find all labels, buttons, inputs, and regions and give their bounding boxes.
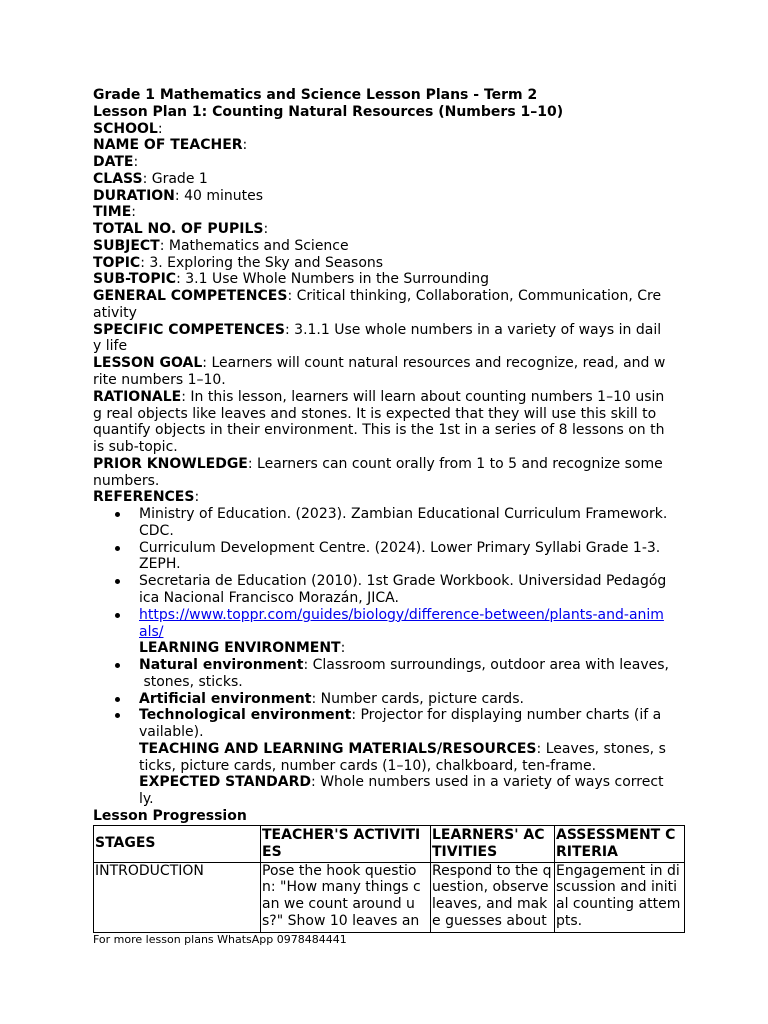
sub-topic-field — [93, 271, 693, 288]
cell-text: n: "How many things c — [262, 879, 421, 896]
prior-knowledge-text: : Learners can count orally from 1 to 5 and recognize some — [247, 455, 663, 472]
prior-knowledge-label: PRIOR KNOWLEDGE — [93, 455, 248, 472]
sub-topic-label: SUB-TOPIC — [93, 271, 177, 288]
environment-item-label: Technological environment — [139, 707, 352, 724]
specific-competences-text: : 3.1.1 Use whole numbers in a variety of ways in dail — [285, 321, 662, 338]
materials-text-continued: ticks, picture cards, number cards (1–10), chalkboard, ten-frame. — [139, 757, 597, 774]
materials-text: : Leaves, stones, s — [536, 740, 666, 757]
lesson-goal-text-continued: rite numbers 1–10. — [93, 372, 226, 389]
expected-standard-text-continued: ly. — [139, 791, 154, 808]
environment-item-text: : Number cards, picture cards. — [311, 690, 524, 707]
column-header-text: STAGES — [95, 835, 156, 852]
cell-text: s?" Show 10 leaves an — [262, 912, 420, 929]
environment-item-label: Artificial environment — [139, 690, 312, 707]
stage-cell — [94, 862, 261, 932]
reference-item — [93, 506, 693, 540]
rationale-line — [93, 389, 693, 406]
footer-note: For more lesson plans WhatsApp 0978484441 — [93, 932, 347, 946]
duration-label: DURATION — [93, 187, 175, 204]
expected-standard-label: EXPECTED STANDARD — [139, 774, 312, 791]
lesson-progression-table — [93, 825, 685, 933]
learning-environment-colon: : — [340, 640, 346, 657]
expected-standard-line — [139, 774, 693, 791]
lesson-goal-label: LESSON GOAL — [93, 355, 203, 372]
column-header-text: LEARNERS' AC — [432, 826, 545, 843]
topic-label: TOPIC — [93, 254, 141, 271]
lesson-title: Lesson Plan 1: Counting Natural Resources (Numbers 1–10) — [93, 103, 564, 120]
general-competences-line — [93, 288, 693, 305]
column-header-text: ES — [262, 843, 282, 860]
reference-link[interactable] — [139, 607, 693, 641]
cell-text: INTRODUCTION — [95, 862, 204, 879]
learning-environment-heading — [93, 640, 693, 657]
sub-topic-value: : 3.1 Use Whole Numbers in the Surrounding — [176, 271, 489, 288]
topic-field — [93, 255, 693, 272]
materials-field — [93, 741, 693, 775]
rationale-field — [93, 389, 693, 456]
column-header-assessment-criteria — [555, 825, 685, 862]
school-label: SCHOOL — [93, 120, 158, 137]
general-competences-label: GENERAL COMPETENCES — [93, 288, 288, 305]
bullet-icon — [115, 613, 120, 618]
school-field — [93, 121, 693, 138]
document-title: Grade 1 Mathematics and Science Lesson Plans - Term 2 — [93, 87, 538, 103]
teacher-name-value: : — [242, 137, 248, 154]
duration-field — [93, 188, 693, 205]
cell-text: Pose the hook questio — [262, 862, 417, 879]
bullet-icon — [115, 663, 120, 668]
cell-text: an we count around u — [262, 896, 415, 913]
specific-competences-line — [93, 322, 693, 339]
environment-item-artificial — [93, 691, 693, 708]
environment-item-text-continued: stones, sticks. — [139, 673, 243, 690]
reference-text-continued: CDC. — [139, 522, 174, 539]
cell-text: Respond to the q — [432, 862, 552, 879]
lesson-goal-line — [93, 355, 693, 372]
general-competences-field — [93, 288, 693, 322]
learning-environment-label: LEARNING ENVIRONMENT — [139, 640, 341, 657]
cell-text: leaves, and mak — [432, 896, 548, 913]
learners-activities-cell — [431, 862, 555, 932]
lesson-goal-field — [93, 355, 693, 389]
references-heading — [93, 489, 693, 506]
table-header-row — [94, 825, 685, 862]
pupils-value: : — [263, 221, 269, 238]
environment-item-text-continued: vailable). — [139, 724, 204, 741]
reference-link-text[interactable]: https://www.toppr.com/guides/biology/difference-between/plants-and-anim — [139, 606, 664, 623]
time-field — [93, 204, 693, 221]
class-value: : Grade 1 — [142, 170, 208, 187]
rationale-label: RATIONALE — [93, 388, 182, 405]
specific-competences-text-continued: y life — [93, 338, 128, 355]
environment-item-text: : Projector for displaying number charts (if a — [351, 707, 662, 724]
reference-link-text-continued[interactable]: als/ — [139, 623, 164, 640]
materials-label: TEACHING AND LEARNING MATERIALS/RESOURCES — [139, 740, 537, 757]
rationale-text-continued: is sub-topic. — [93, 439, 178, 456]
column-header-teachers-activities — [261, 825, 431, 862]
bullet-icon — [115, 697, 120, 702]
references-label: REFERENCES — [93, 489, 195, 506]
environment-item-text: : Classroom surroundings, outdoor area with leaves, — [303, 657, 669, 674]
environment-item-technological — [93, 707, 693, 741]
lesson-goal-text: : Learners will count natural resources and recognize, read, and w — [202, 355, 666, 372]
duration-value: : 40 minutes — [174, 187, 264, 204]
environment-item-natural — [93, 657, 693, 691]
rationale-text: : In this lesson, learners will learn about counting numbers 1–10 usin — [181, 388, 665, 405]
general-competences-text-continued: ativity — [93, 304, 137, 321]
rationale-text-continued: quantify objects in their environment. This is the 1st in a series of 8 lessons on th — [93, 422, 665, 439]
teacher-name-field — [93, 137, 693, 154]
table-row — [94, 862, 685, 932]
subject-value: : Mathematics and Science — [159, 237, 349, 254]
class-field — [93, 171, 693, 188]
time-label: TIME — [93, 204, 132, 221]
bullet-icon — [115, 579, 120, 584]
cell-text: pts. — [556, 912, 583, 929]
reference-text-continued: ZEPH. — [139, 556, 181, 573]
environment-item-line — [139, 657, 693, 674]
date-value: : — [133, 154, 139, 171]
column-header-stages — [94, 825, 261, 862]
cell-text: scussion and initi — [556, 879, 678, 896]
date-field — [93, 154, 693, 171]
column-header-text: ASSESSMENT C — [556, 826, 676, 843]
time-value: : — [131, 204, 136, 221]
reference-text: Secretaria de Education (2010). 1st Grade Workbook. Universidad Pedagóg — [139, 573, 667, 590]
learning-environment-list — [93, 657, 693, 741]
reference-item — [93, 573, 693, 607]
reference-item — [93, 540, 693, 574]
prior-knowledge-line — [93, 456, 693, 473]
cell-text: e guesses about — [432, 912, 547, 929]
teachers-activities-cell — [261, 862, 431, 932]
subject-field — [93, 238, 693, 255]
pupils-label: TOTAL NO. OF PUPILS — [93, 221, 264, 238]
specific-competences-label: SPECIFIC COMPETENCES — [93, 321, 285, 338]
materials-line — [139, 741, 693, 758]
environment-item-line — [139, 707, 693, 724]
reference-text: Curriculum Development Centre. (2024). Lower Primary Syllabi Grade 1-3. — [139, 539, 661, 556]
cell-text: Engagement in di — [556, 862, 680, 879]
date-label: DATE — [93, 154, 134, 171]
general-competences-text: : Critical thinking, Collaboration, Communication, Cre — [287, 288, 662, 305]
topic-value: : 3. Exploring the Sky and Seasons — [140, 254, 384, 271]
column-header-learners-activities — [431, 825, 555, 862]
lesson-plan-content — [93, 87, 693, 946]
rationale-text-continued: g real objects like leaves and stones. It is expected that they will use this skill to — [93, 405, 657, 422]
environment-item-line — [139, 691, 693, 708]
column-header-text: RITERIA — [556, 843, 618, 860]
cell-text: al counting attem — [556, 896, 681, 913]
expected-standard-field — [93, 774, 693, 808]
subject-label: SUBJECT — [93, 237, 160, 254]
cell-text: uestion, observe — [432, 879, 549, 896]
assessment-criteria-cell — [555, 862, 685, 932]
references-colon: : — [194, 489, 200, 506]
bullet-icon — [115, 546, 120, 551]
reference-text: Ministry of Education. (2023). Zambian Educational Curriculum Framework. — [139, 506, 668, 523]
column-header-text: TEACHER'S ACTIVITI — [262, 826, 421, 843]
references-list — [93, 506, 693, 640]
expected-standard-text: : Whole numbers used in a variety of ways correct — [311, 774, 664, 791]
column-header-text: TIVITIES — [432, 843, 498, 860]
pupils-field — [93, 221, 693, 238]
bullet-icon — [115, 713, 120, 718]
bullet-icon — [115, 512, 120, 517]
class-label: CLASS — [93, 170, 143, 187]
teacher-name-label: NAME OF TEACHER — [93, 137, 243, 154]
environment-item-label: Natural environment — [139, 657, 304, 674]
reference-item — [93, 607, 693, 641]
school-value: : — [157, 120, 163, 137]
reference-text-continued: ica Nacional Francisco Morazán, JICA. — [139, 589, 399, 606]
prior-knowledge-field — [93, 456, 693, 490]
specific-competences-field — [93, 322, 693, 356]
prior-knowledge-text-continued: numbers. — [93, 472, 160, 489]
lesson-progression-heading: Lesson Progression — [93, 807, 247, 824]
